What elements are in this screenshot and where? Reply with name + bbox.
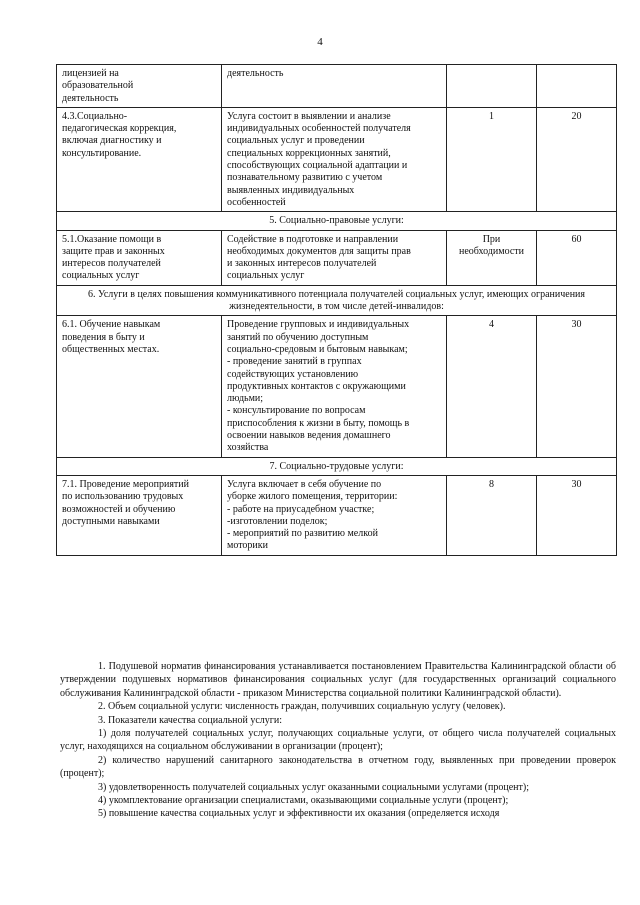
cell-line: специальных коррекционных занятий, xyxy=(227,147,391,159)
cell-line: 7.1. Проведение мероприятий xyxy=(62,478,190,490)
cell-line: приспособления к жизни в быту, помощь в xyxy=(227,417,410,429)
service-name-cell xyxy=(57,230,222,285)
section-header-row xyxy=(57,212,617,230)
cell-line: индивидуальных особенностей получателя xyxy=(227,123,411,135)
cell-line: познавательному развитию с учетом xyxy=(227,172,383,184)
period-cell: 8 xyxy=(447,475,537,555)
cell-line: людьми; xyxy=(227,393,264,405)
cell-line: социальных услуг xyxy=(227,270,305,282)
cell-line: необходимых документов для защиты прав xyxy=(227,245,411,257)
cell-line: доступными навыками xyxy=(62,515,160,527)
service-name-cell xyxy=(57,316,222,457)
note-paragraph: 3. Показатели качества социальной услуги: xyxy=(98,714,283,726)
note-paragraph: 1. Подушевой норматив финансирования устанавливается постановлением Правительства Калининградской области об утверждении подушевых нормативов финансирования социальных услуг (для государственных организаций социального обслуживания Калининградской области - приказом Министерства социальной политики Калининградской области). xyxy=(60,661,616,699)
cell-line: социально-средовым и бытовым навыкам; xyxy=(227,343,408,355)
cell-line: Содействие в подготовке и направлении xyxy=(227,233,399,245)
section-header-row xyxy=(57,457,617,475)
table-row xyxy=(57,65,617,108)
cell-line: 5.1.Оказание помощи в xyxy=(62,233,162,245)
cell-line: возможностей и обучению xyxy=(62,503,176,515)
cell-line: выявленных индивидуальных xyxy=(227,184,355,196)
period-cell: 4 xyxy=(447,316,537,457)
cell-line: консультирование. xyxy=(62,147,142,159)
note-paragraph: 1) доля получателей социальных услуг, получающих социальные услуги, от общего числа получателей социальных услуг, находящихся на социальном обслуживании в организации (процент); xyxy=(60,728,616,753)
note-paragraph: 2. Объем социальной услуги: численность граждан, получивших социальную услугу (человек). xyxy=(98,701,506,713)
service-name-cell xyxy=(57,475,222,555)
cell-line: и законных интересов получателей xyxy=(227,258,377,270)
cell-line: - работе на приусадебном участке; xyxy=(227,503,375,515)
cell-line: Услуга включает в себя обучение по xyxy=(227,478,382,490)
cell-line: 6.1. Обучение навыкам xyxy=(62,319,161,331)
note-paragraph: 4) укомплектование организации специалистами, оказывающими социальные услуги (процент); xyxy=(98,795,509,807)
cell-line: занятий по обучению доступным xyxy=(227,331,369,343)
page-number: 4 xyxy=(317,36,323,48)
service-description-cell xyxy=(222,107,447,211)
cell-line: особенностей xyxy=(227,196,286,208)
section-title: 5. Социально-правовые услуги: xyxy=(57,212,617,230)
service-description-cell xyxy=(222,316,447,457)
table-row xyxy=(57,230,617,285)
notes-section xyxy=(60,660,616,821)
cell-line: освоении навыков ведения домашнего xyxy=(227,430,391,442)
service-description-cell xyxy=(222,230,447,285)
cell-line: содействующих установлению xyxy=(227,368,359,380)
cell-line: уборке жилого помещения, территории: xyxy=(227,491,398,503)
cell-line: Проведение групповых и индивидуальных xyxy=(227,319,410,331)
cell-line: общественных местах. xyxy=(62,343,160,355)
cell-line: Услуга состоит в выявлении и анализе xyxy=(227,110,391,122)
cell-line: - консультирование по вопросам xyxy=(227,405,366,417)
note-paragraph: 3) удовлетворенность получателей социальных услуг оказанными социальными услугами (процент); xyxy=(98,781,529,793)
cell-line: образовательной xyxy=(62,80,134,92)
cell-line: моторики xyxy=(227,540,268,552)
services-table xyxy=(56,64,617,556)
cell-line: интересов получателей xyxy=(62,258,161,270)
services-table-body xyxy=(57,65,617,556)
cell-line: деятельность xyxy=(62,92,119,104)
period-cell: 1 xyxy=(447,107,537,211)
service-description-cell xyxy=(222,475,447,555)
cell-line: поведения в быту и xyxy=(62,331,145,343)
cell-line: -изготовлении поделок; xyxy=(227,515,328,527)
service-description-cell xyxy=(222,65,447,108)
period-cell xyxy=(447,65,537,108)
cell-line: хозяйства xyxy=(227,442,269,454)
cell-line: по использованию трудовых xyxy=(62,491,184,503)
cell-line: социальных услуг xyxy=(62,270,140,282)
service-name-cell xyxy=(57,107,222,211)
cell-line: - мероприятий по развитию мелкой xyxy=(227,528,378,540)
table-row xyxy=(57,316,617,457)
note-paragraph: 2) количество нарушений санитарного законодательства в отчетном году, выявленных при проведении проверок (процент); xyxy=(60,754,616,780)
norm-cell: 30 xyxy=(537,316,617,457)
table-row xyxy=(57,475,617,555)
cell-line: 4.3.Социально- xyxy=(62,110,128,122)
cell-line: деятельность xyxy=(227,68,284,79)
service-name-cell xyxy=(57,65,222,108)
period-cell: При необходимости xyxy=(447,230,537,285)
cell-line: включая диагностику и xyxy=(62,135,162,147)
cell-line: продуктивных контактов с окружающими xyxy=(227,380,406,392)
norm-cell: 60 xyxy=(537,230,617,285)
cell-line: педагогическая коррекция, xyxy=(62,123,177,135)
cell-line: лицензией на xyxy=(62,68,119,79)
note-paragraph: 5) повышение качества социальных услуг и эффективности их оказания (определяется исходя xyxy=(98,808,500,820)
norm-cell xyxy=(537,65,617,108)
cell-line: способствующих социальной адаптации и xyxy=(227,160,408,172)
section-title: 6. Услуги в целях повышения коммуникативного потенциала получателей социальных услуг, имеющих ограничения жизнедеятельности, в том числе детей-инвалидов: xyxy=(57,285,617,316)
cell-line: - проведение занятий в группах xyxy=(227,356,362,368)
cell-line: защите прав и законных xyxy=(62,245,165,257)
section-title: 7. Социально-трудовые услуги: xyxy=(57,457,617,475)
section-header-row xyxy=(57,285,617,316)
norm-cell: 30 xyxy=(537,475,617,555)
cell-line: социальных услуг и проведении xyxy=(227,135,365,147)
table-row xyxy=(57,107,617,211)
norm-cell: 20 xyxy=(537,107,617,211)
